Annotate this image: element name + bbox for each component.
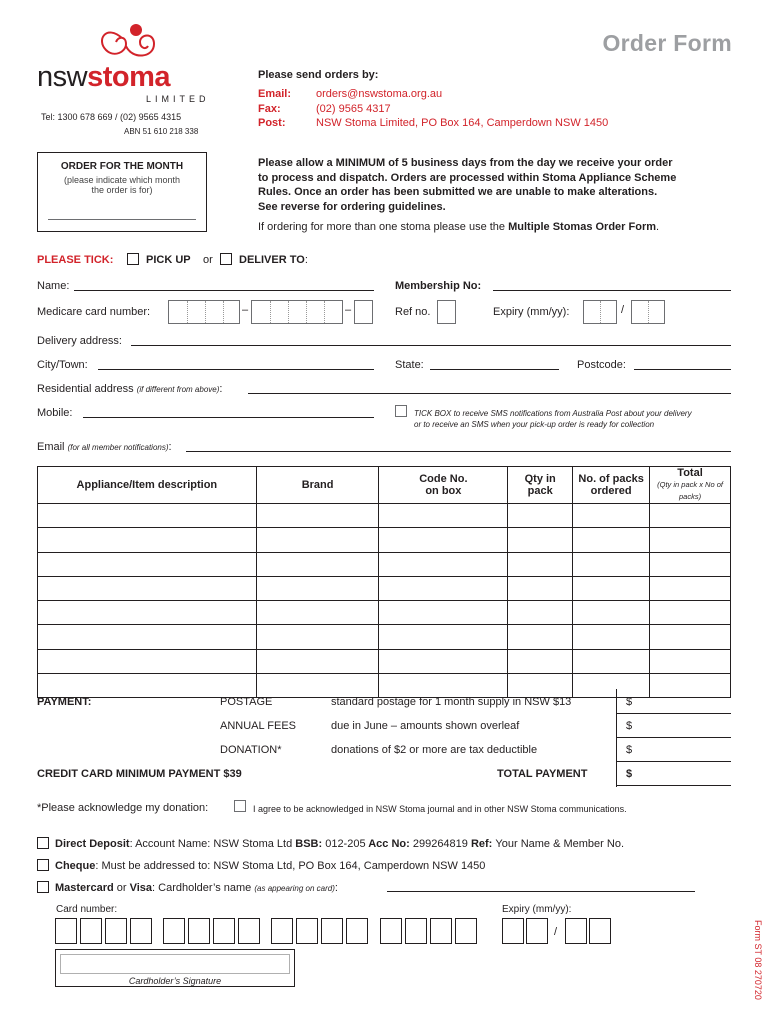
ref-label: Ref no.: [395, 306, 431, 318]
card-digit-box[interactable]: [55, 918, 77, 944]
table-cell[interactable]: [573, 528, 650, 552]
delivery-field[interactable]: [131, 345, 731, 346]
post-label: Post:: [258, 117, 286, 129]
table-cell[interactable]: [508, 576, 573, 600]
table-cell[interactable]: [38, 649, 257, 673]
table-cell[interactable]: [256, 504, 379, 528]
card-digit-box[interactable]: [380, 918, 402, 944]
post-value: NSW Stoma Limited, PO Box 164, Camperdown NSW 1450: [316, 117, 609, 129]
card-digit-box[interactable]: [296, 918, 318, 944]
table-cell[interactable]: [573, 601, 650, 625]
card-number-label: Card number:: [56, 904, 118, 915]
donation-amount[interactable]: $: [626, 744, 633, 756]
cheque-checkbox[interactable]: [37, 859, 49, 871]
medicare-check-digit[interactable]: [354, 300, 373, 324]
table-cell[interactable]: [256, 625, 379, 649]
donation-label: DONATION*: [220, 744, 282, 756]
sms-checkbox[interactable]: [395, 405, 407, 417]
city-label: City/Town:: [37, 359, 88, 371]
table-row: [38, 625, 731, 649]
total-payment-label: TOTAL PAYMENT: [497, 768, 588, 780]
order-month-box: [37, 152, 207, 232]
medicare-dash-2: –: [345, 304, 352, 316]
card-digit-box[interactable]: [238, 918, 260, 944]
table-cell[interactable]: [38, 674, 257, 698]
postage-desc: standard postage for 1 month supply in NSW $13: [331, 696, 572, 708]
email-field[interactable]: [186, 451, 731, 452]
table-cell[interactable]: [379, 601, 508, 625]
donation-ack-checkbox[interactable]: [234, 800, 246, 812]
medicare-group-2[interactable]: [251, 300, 343, 324]
card-text: Mastercard or Visa: Cardholder’s name (as appearing on card):: [55, 882, 338, 894]
table-cell[interactable]: [508, 649, 573, 673]
table-cell[interactable]: [573, 504, 650, 528]
multi-stoma-form-link[interactable]: Multiple Stomas Order Form: [508, 221, 657, 233]
medicare-label: Medicare card number:: [37, 306, 151, 318]
col-description: Appliance/Item description: [38, 467, 257, 504]
cardholder-name-field[interactable]: [387, 891, 695, 892]
table-cell[interactable]: [379, 504, 508, 528]
order-month-heading: ORDER FOR THE MONTH: [60, 161, 184, 172]
table-cell[interactable]: [379, 649, 508, 673]
table-cell[interactable]: [379, 674, 508, 698]
send-labels: [258, 87, 291, 131]
send-values: [316, 87, 608, 131]
notice-line-1: Please allow a MINIMUM of 5 business days from the day we receive your order: [258, 157, 673, 169]
medicare-group-1[interactable]: [168, 300, 240, 324]
card-digit-box[interactable]: [80, 918, 102, 944]
table-cell[interactable]: [573, 576, 650, 600]
donation-ack-text: I agree to be acknowledged in NSW Stoma journal and in other NSW Stoma communications.: [253, 804, 627, 814]
table-cell[interactable]: [508, 601, 573, 625]
table-cell[interactable]: [573, 649, 650, 673]
table-cell[interactable]: [256, 649, 379, 673]
card-digit-box[interactable]: [213, 918, 235, 944]
direct-deposit-checkbox[interactable]: [37, 837, 49, 849]
table-cell[interactable]: [256, 528, 379, 552]
order-month-input[interactable]: [48, 219, 196, 220]
card-expiry-y2[interactable]: [589, 918, 611, 944]
table-cell[interactable]: [38, 504, 257, 528]
card-digit-box[interactable]: [455, 918, 477, 944]
membership-field[interactable]: [493, 290, 731, 291]
city-field[interactable]: [98, 369, 374, 370]
table-cell[interactable]: [379, 528, 508, 552]
phone-text: Tel: 1300 678 669 / (02) 9565 4315: [41, 112, 182, 122]
table-row: [38, 649, 731, 673]
card-expiry-label: Expiry (mm/yy):: [502, 904, 572, 915]
table-cell[interactable]: [508, 625, 573, 649]
fax-value: (02) 9565 4317: [316, 102, 391, 115]
table-cell[interactable]: [508, 552, 573, 576]
donation-ack-label: *Please acknowledge my donation:: [37, 802, 209, 814]
table-cell[interactable]: [38, 552, 257, 576]
or-label: or: [203, 254, 213, 266]
notice: [258, 156, 676, 214]
items-table: [37, 466, 731, 698]
card-digit-box[interactable]: [188, 918, 210, 944]
expiry-label: Expiry (mm/yy):: [493, 306, 570, 318]
state-label: State:: [395, 359, 424, 371]
logo-wordmark: nswstoma: [37, 61, 170, 93]
email-label: Email:: [258, 88, 292, 100]
table-cell[interactable]: [38, 528, 257, 552]
table-cell[interactable]: [650, 649, 731, 673]
deliver-label: DELIVER TO:: [239, 254, 308, 266]
logo-mark-icon: [92, 20, 162, 64]
notice-line-4: See reverse for ordering guidelines.: [258, 200, 446, 213]
medicare-dash-1: –: [242, 304, 249, 316]
annual-fees-desc: due in June – amounts shown overleaf: [331, 720, 520, 732]
donation-desc: donations of $2 or more are tax deductible: [331, 744, 538, 756]
card-digit-box[interactable]: [405, 918, 427, 944]
table-cell[interactable]: [508, 674, 573, 698]
card-expiry-slash: /: [554, 926, 558, 938]
ref-field[interactable]: [437, 300, 456, 324]
table-cell[interactable]: [256, 576, 379, 600]
table-cell[interactable]: [379, 552, 508, 576]
fax-label: Fax:: [258, 102, 281, 115]
table-cell[interactable]: [38, 625, 257, 649]
table-row: [38, 601, 731, 625]
table-row: [38, 552, 731, 576]
table-cell[interactable]: [650, 576, 731, 600]
table-cell[interactable]: [38, 601, 257, 625]
delivery-label: Delivery address:: [37, 335, 122, 347]
state-field[interactable]: [430, 369, 559, 370]
table-cell[interactable]: [256, 601, 379, 625]
annual-fees-label: ANNUAL FEES: [220, 720, 297, 732]
card-digit-box[interactable]: [346, 918, 368, 944]
notice-line-3: Rules. Once an order has been submitted we are unable to make alterations.: [258, 186, 658, 198]
table-cell[interactable]: [256, 552, 379, 576]
col-packs: No. of packs ordered: [573, 467, 650, 504]
postage-label: POSTAGE: [220, 696, 273, 708]
col-total: Total (Qty in pack x No of packs): [650, 467, 731, 504]
card-checkbox[interactable]: [37, 881, 49, 893]
table-header-row: [38, 467, 731, 504]
table-cell[interactable]: [650, 625, 731, 649]
please-tick-label: PLEASE TICK:: [37, 254, 114, 266]
table-cell[interactable]: [508, 504, 573, 528]
table-cell[interactable]: [379, 625, 508, 649]
table-cell[interactable]: [256, 674, 379, 698]
card-digit-box[interactable]: [321, 918, 343, 944]
multi-stoma-note: If ordering for more than one stoma please use the Multiple Stomas Order Form.: [258, 221, 660, 233]
postcode-label: Postcode:: [577, 359, 626, 371]
cc-minimum: CREDIT CARD MINIMUM PAYMENT $39: [37, 768, 242, 780]
expiry-month[interactable]: [583, 300, 617, 324]
send-heading: Please send orders by:: [258, 69, 379, 81]
expiry-slash: /: [621, 304, 625, 316]
card-digit-box[interactable]: [430, 918, 452, 944]
table-cell[interactable]: [508, 528, 573, 552]
residential-label: Residential address (if different from above):: [37, 383, 223, 395]
signature-box[interactable]: [55, 949, 295, 987]
cheque-text: Cheque: Must be addressed to: NSW Stoma Ltd, PO Box 164, Camperdown NSW 1450: [55, 860, 486, 872]
card-digit-box[interactable]: [271, 918, 293, 944]
table-cell[interactable]: [650, 528, 731, 552]
col-qty: Qty in pack: [508, 467, 573, 504]
order-month-note-1: (please indicate which month: [63, 175, 181, 185]
direct-deposit-text: Direct Deposit: Account Name: NSW Stoma Ltd BSB: 012-205 Acc No: 299264819 Ref: Your Name & Member No.: [55, 838, 624, 850]
col-code: Code No. on box: [379, 467, 508, 504]
pickup-checkbox[interactable]: [127, 253, 139, 265]
table-row: [38, 576, 731, 600]
form-code: Form ST 08 270720: [752, 920, 763, 1000]
logo-subtitle: LIMITED: [146, 94, 210, 104]
table-cell[interactable]: [573, 552, 650, 576]
annual-fees-amount[interactable]: $: [626, 720, 633, 732]
mobile-label: Mobile:: [37, 407, 73, 419]
postage-amount[interactable]: $: [626, 696, 633, 708]
membership-label: Membership No:: [395, 280, 482, 292]
name-label: Name:: [37, 280, 70, 292]
email-label: Email (for all member notifications):: [37, 441, 172, 453]
deliver-checkbox[interactable]: [220, 253, 232, 265]
card-digit-box[interactable]: [163, 918, 185, 944]
notice-line-2: to process and dispatch. Orders are processed within Stoma Appliance Scheme: [258, 171, 677, 184]
table-row: [38, 504, 731, 528]
table-cell[interactable]: [379, 576, 508, 600]
table-cell[interactable]: [650, 552, 731, 576]
table-cell[interactable]: [573, 625, 650, 649]
email-value[interactable]: orders@nswstoma.org.au: [316, 88, 443, 100]
card-expiry-m1[interactable]: [502, 918, 524, 944]
total-amount[interactable]: $: [626, 768, 633, 780]
pickup-label: PICK UP: [146, 254, 191, 266]
table-cell[interactable]: [650, 504, 731, 528]
payment-label: PAYMENT:: [37, 696, 92, 708]
sms-note: TICK BOX to receive SMS notifications from Australia Post about your delivery or to receive an SMS when your pick-up order is ready for collection: [414, 409, 692, 429]
card-digit-box[interactable]: [130, 918, 152, 944]
page-title: Order Form: [602, 30, 732, 56]
residential-field[interactable]: [248, 393, 731, 394]
order-month-note-2: the order is for): [91, 185, 153, 195]
expiry-year[interactable]: [631, 300, 665, 324]
mobile-field[interactable]: [83, 417, 374, 418]
table-cell[interactable]: [38, 576, 257, 600]
signature-label: Cardholder’s Signature: [128, 976, 222, 986]
card-digit-box[interactable]: [105, 918, 127, 944]
postcode-field[interactable]: [634, 369, 731, 370]
table-cell[interactable]: [650, 601, 731, 625]
table-row: [38, 528, 731, 552]
name-field[interactable]: [74, 290, 374, 291]
col-brand: Brand: [256, 467, 379, 504]
card-expiry-m2[interactable]: [526, 918, 548, 944]
card-expiry-y1[interactable]: [565, 918, 587, 944]
abn-text: ABN 51 610 218 338: [124, 127, 199, 136]
payment-amounts: [616, 689, 731, 787]
